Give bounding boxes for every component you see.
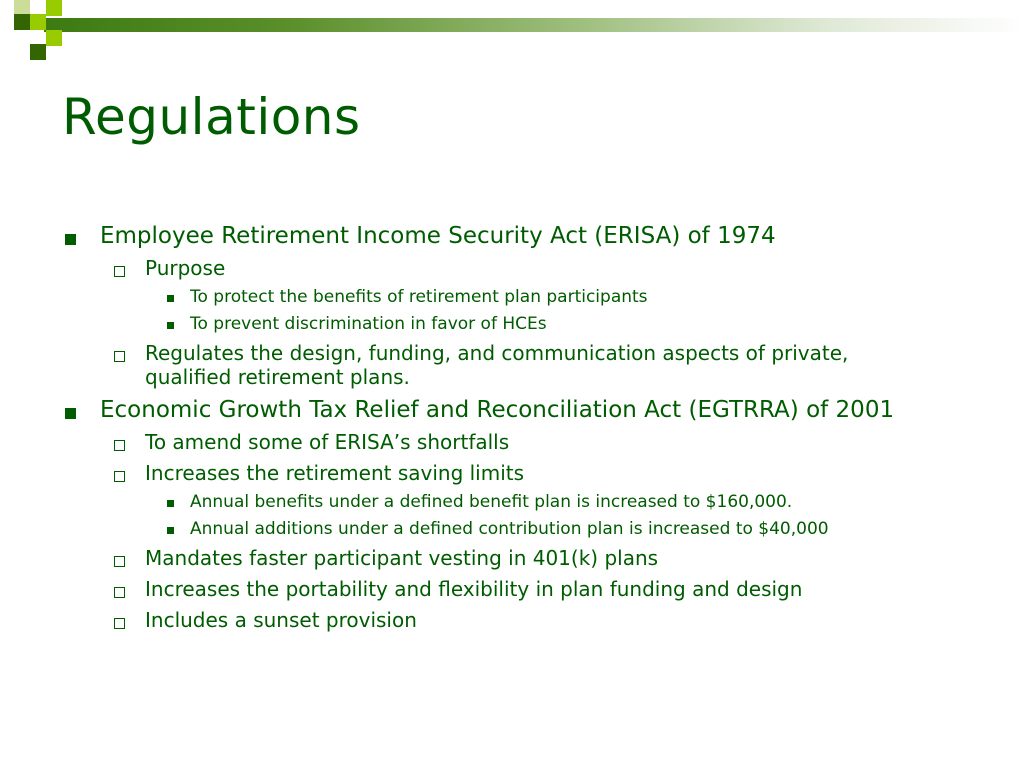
hollow-square-bullet-icon xyxy=(114,266,125,277)
bullet-level1 xyxy=(0,396,980,424)
bullet-text: To prevent discrimination in favor of HCEs xyxy=(190,314,547,334)
bullet-list xyxy=(0,222,1024,639)
decor-square-lime xyxy=(46,0,62,16)
bullet-level3 xyxy=(0,314,910,334)
bullet-level2 xyxy=(0,256,905,280)
hollow-square-bullet-icon xyxy=(114,471,125,482)
decor-square-lime xyxy=(46,30,62,46)
bullet-level1 xyxy=(0,222,980,250)
bullet-level2 xyxy=(0,608,905,632)
bullet-text: Annual benefits under a defined benefit plan is increased to $160,000. xyxy=(190,492,793,512)
bullet-text: Employee Retirement Income Security Act (ERISA) of 1974 xyxy=(100,223,776,249)
bullet-level2 xyxy=(0,577,905,601)
square-bullet-icon xyxy=(65,408,76,419)
slide-title: Regulations xyxy=(62,88,361,146)
bullet-level2 xyxy=(0,546,905,570)
hollow-square-bullet-icon xyxy=(114,351,125,362)
hollow-square-bullet-icon xyxy=(114,556,125,567)
decor-square-light xyxy=(14,0,30,14)
bullet-text: Regulates the design, funding, and communication aspects of private, qualified retirement plans. xyxy=(145,341,849,389)
small-square-bullet-icon xyxy=(167,295,174,302)
hollow-square-bullet-icon xyxy=(114,587,125,598)
hollow-square-bullet-icon xyxy=(114,618,125,629)
bullet-text: Includes a sunset provision xyxy=(145,608,417,632)
decor-square-dark xyxy=(30,44,46,60)
decor-square-dark xyxy=(14,14,30,30)
bullet-level2 xyxy=(0,430,905,454)
bullet-text: To amend some of ERISA’s shortfalls xyxy=(145,430,510,454)
bullet-level3 xyxy=(0,492,910,512)
square-bullet-icon xyxy=(65,234,76,245)
small-square-bullet-icon xyxy=(167,322,174,329)
header-decoration xyxy=(0,0,1024,60)
bullet-level3 xyxy=(0,287,910,307)
bullet-text: To protect the benefits of retirement plan participants xyxy=(190,287,648,307)
bullet-text: Annual additions under a defined contribution plan is increased to $40,000 xyxy=(190,519,829,539)
bullet-text: Purpose xyxy=(145,256,226,280)
header-gradient-band xyxy=(44,18,1024,32)
bullet-text: Increases the retirement saving limits xyxy=(145,461,525,485)
small-square-bullet-icon xyxy=(167,527,174,534)
bullet-level3 xyxy=(0,519,910,539)
decor-square-lime xyxy=(30,14,46,30)
small-square-bullet-icon xyxy=(167,500,174,507)
bullet-level2 xyxy=(0,341,905,389)
hollow-square-bullet-icon xyxy=(114,440,125,451)
bullet-level2 xyxy=(0,461,905,485)
bullet-text: Increases the portability and flexibility in plan funding and design xyxy=(145,577,803,601)
bullet-text: Mandates faster participant vesting in 401(k) plans xyxy=(145,546,659,570)
bullet-text: Economic Growth Tax Relief and Reconciliation Act (EGTRRA) of 2001 xyxy=(100,397,895,423)
